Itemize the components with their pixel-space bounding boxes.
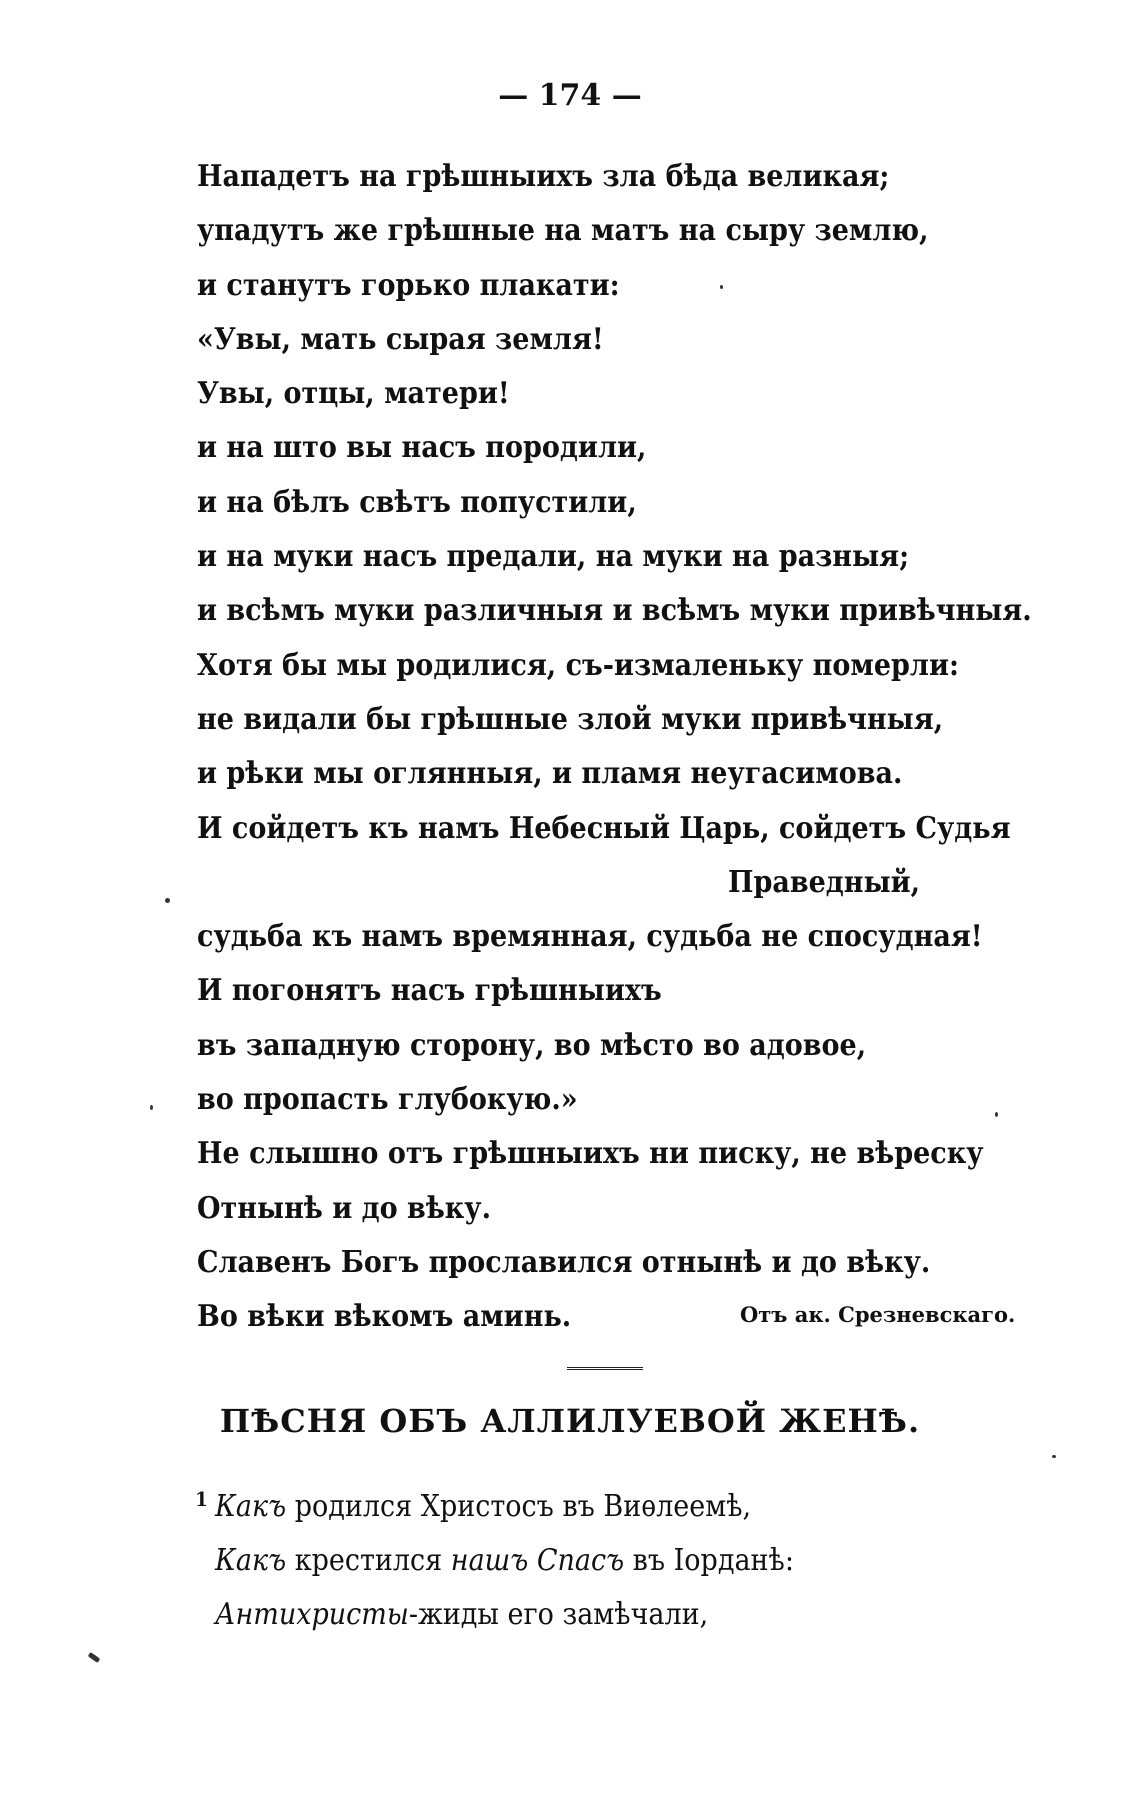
poem-line-continuation: Праведный, — [728, 864, 921, 900]
poem-line: Отнынѣ и до вѣку. — [197, 1190, 491, 1226]
poem-line: И сойдетъ къ намъ Небесный Царь, сойдетъ Судья — [197, 810, 1011, 846]
scan-speck — [165, 898, 170, 903]
poem-line: Хотя бы мы родилися, съ-измаленьку померли: — [197, 647, 959, 683]
line-text: крестился — [286, 1543, 451, 1578]
poem — [197, 150, 1077, 1345]
poem-line: И погонятъ насъ грѣшныихъ — [197, 973, 662, 1009]
song-line — [195, 1480, 989, 1534]
scan-speck — [995, 1112, 998, 1117]
section-divider — [567, 1367, 643, 1370]
scan-speck — [720, 285, 723, 289]
italic-word: Какъ — [215, 1489, 287, 1524]
italic-word: Антихристы — [215, 1597, 409, 1632]
poem-line: и на бѣлъ свѣтъ попустили, — [197, 484, 637, 520]
line-text: въ Іорданѣ: — [624, 1543, 794, 1578]
page-number: — 174 — — [498, 78, 642, 113]
poem-line: Нападетъ на грѣшныихъ зла бѣда великая; — [197, 159, 890, 194]
song-verse — [195, 1480, 1075, 1642]
poem-line: и рѣки мы оглянныя, и пламя неугасимова. — [197, 756, 903, 792]
attribution: Отъ ак. Срезневскаго. — [740, 1302, 1016, 1327]
poem-line: не видали бы грѣшные злой муки привѣчныя, — [197, 701, 944, 737]
song-line — [215, 1534, 989, 1588]
poem-line: и станутъ горько плакати: — [197, 267, 620, 303]
poem-line: и всѣмъ муки различныя и всѣмъ муки привѣчныя. — [197, 593, 1032, 629]
song-line — [215, 1588, 989, 1642]
song-title: ПѢСНЯ ОБЪ АЛЛИЛУЕВОЙ ЖЕНѢ. — [219, 1402, 921, 1440]
poem-line: «Увы, мать сырая земля! — [197, 321, 604, 357]
poem-line: Славенъ Богъ прославился отнынѣ и до вѣку. — [197, 1244, 931, 1280]
poem-line: Увы, отцы, матери! — [197, 376, 510, 412]
italic-phrase: нашъ Спасъ — [450, 1543, 625, 1578]
scan-speck — [150, 1105, 153, 1110]
poem-line: упадутъ же грѣшные на матъ на сыру землю, — [197, 213, 929, 249]
line-text: -жиды его замѣчали, — [408, 1597, 709, 1632]
poem-line: и на муки насъ предали, на муки на разныя; — [197, 539, 910, 575]
poem-line: и на што вы насъ породили, — [197, 430, 647, 466]
verse-number: 1 — [195, 1487, 208, 1511]
line-text: родился Христосъ въ Виѳлеемѣ, — [286, 1489, 752, 1524]
poem-line: въ западную сторону, во мѣсто во адовое, — [197, 1027, 867, 1063]
poem-line: Не слышно отъ грѣшныихъ ни писку, не вѣреску — [197, 1136, 984, 1172]
scan-speck — [88, 1652, 101, 1663]
scan-speck — [1052, 1455, 1056, 1458]
italic-word: Какъ — [215, 1543, 287, 1578]
poem-line: судьба къ намъ времянная, судьба не спосудная! — [197, 919, 983, 955]
poem-line: Во вѣки вѣкомъ аминь. — [197, 1299, 572, 1335]
poem-line: во пропасть глубокую.» — [197, 1082, 578, 1118]
